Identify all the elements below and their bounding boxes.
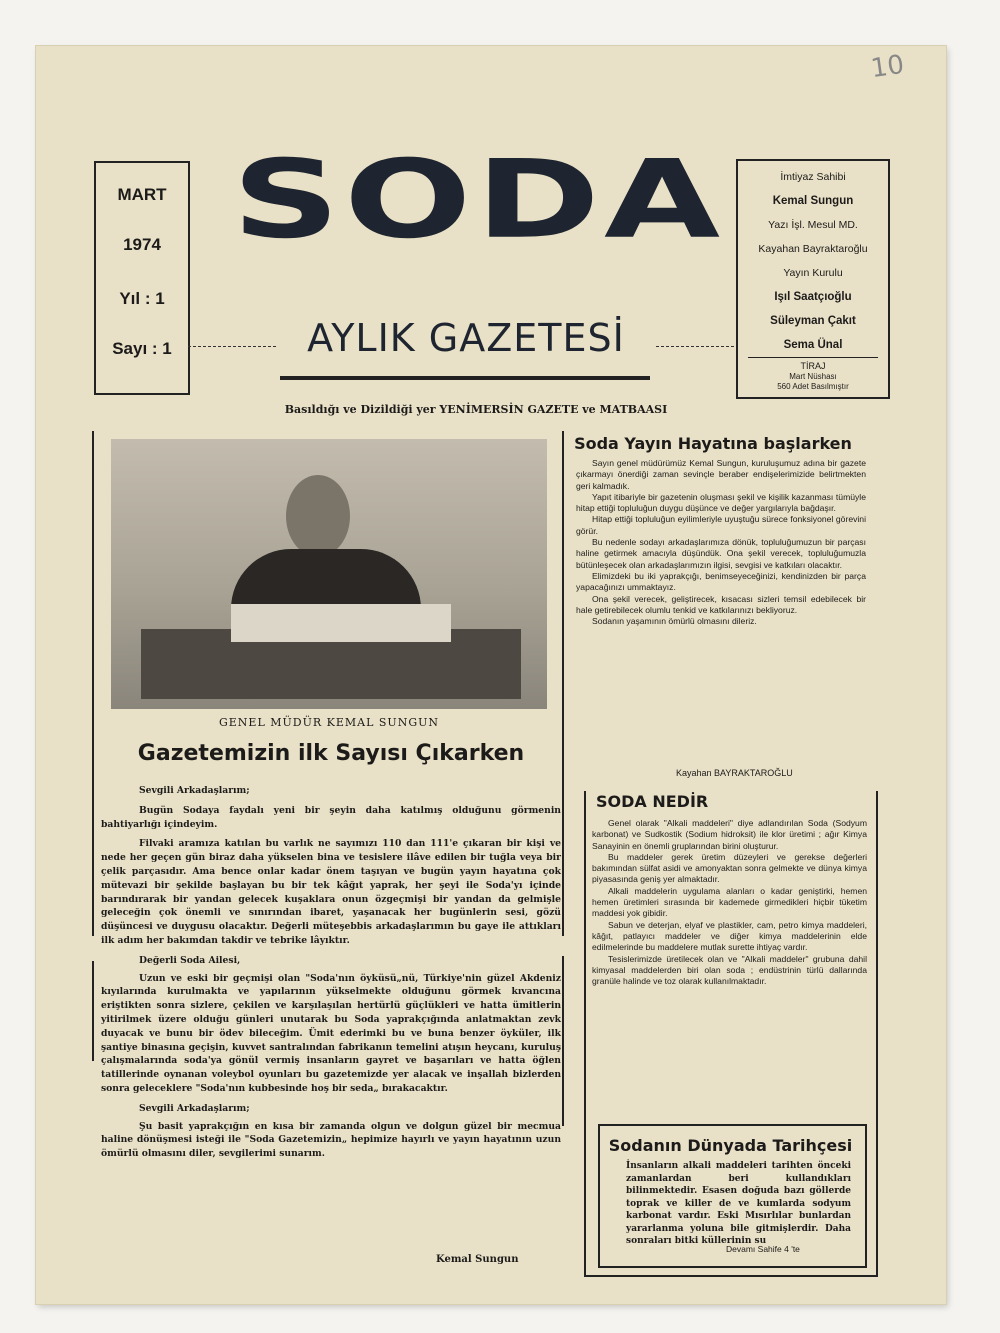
photo-caption: GENEL MÜDÜR KEMAL SUNGUN — [218, 716, 440, 729]
editor-name: Kayahan Bayraktaroğlu — [758, 243, 868, 255]
article1-signature: Kayahan BAYRAKTAROĞLU — [676, 768, 793, 778]
board-member: Süleyman Çakıt — [770, 315, 856, 327]
article1-paragraph: Ona şekil verecek, geliştirecek, kısacası sizleri temsil edebilecek bir hale getirebilecek olumlu tenkid ve katkılarınızı bekliyoruz. — [576, 593, 866, 615]
issue-month: MART — [117, 185, 167, 204]
article1-paragraph: Bu nedenle sodayı arkadaşlarımıza dönük, topluluğumuzun bir parçası haline getirmek amacıyla düşündük. Ona şekil verecek, topluluğumuzla bütünleşecek olan arkadaşlarımızın ilgisi, sevgisi ve katkıları olacaktır. — [576, 537, 866, 570]
article2-paragraph: Alkali maddelerin uygulama alanları o kadar geniştirki, hemen hemen üretimleri sırasında bir kademede girmedikleri hiçbir tüketim maddesi yok gibidir. — [592, 885, 867, 919]
board-title: Yayın Kurulu — [783, 267, 843, 279]
article-paragraph: Filvaki aramıza katılan bu varlık ne sayımızı 110 dan 111'e çıkaran bir kişi ve nede her geçen gün biraz daha yükselen bina ve tesislere ilâve edilen bir tuğla veya bir çelik parçasıdır. Ama bence onlar kadar önem taşıyan ve bugün yayın hayatına çok mütevazi bir şekilde başlayan bu bir tek kâğıt yaprak, her şeyi ile Soda'yı içinde barındırarak bir yandan gelecek kuşaklara onun özgeçmişi bir yandan da gelmişle geleceğin çok önemli ve sınırından ibaret, yaşanacak her bugünlerin sesi, gözü düşüncesi ve duygusu olacaktır. Değerli müteşebbis arkadaşlarımın bu gaye ile attıkları ilk adım her bakımdan takdir ve tebrike lâyıktır. — [101, 838, 561, 946]
newspaper-page — [36, 46, 946, 1304]
circulation-issue: Mart Nüshası — [789, 372, 837, 381]
article1-title: Soda Yayın Hayatına başlarken — [574, 434, 852, 453]
article1-paragraph: Sodanın yaşamının ömürlü olmasını dileriz. — [592, 616, 757, 627]
staff-divider — [748, 357, 878, 358]
owner-name: Kemal Sungun — [772, 195, 854, 207]
article1-paragraph: Yapıt itibariyle bir gazetenin oluşması şekil ve kişilik kazanması tümüyle hitap ettiği topluluğun duygu düşünce ve değer yargılarıyla bağdaşır. — [576, 491, 866, 514]
date-box — [94, 161, 190, 395]
circulation-title: TİRAJ — [800, 361, 826, 371]
article1-paragraph: Elimizdeki bu iki yaprakçığı, benimseyeceğinizi, kendinizden bir parça yapacağınızı ummaktayız. — [576, 570, 866, 593]
article-signature: Kemal Sungun — [436, 1254, 519, 1265]
handwritten-page-number: 10 — [869, 49, 907, 85]
salutation: Sevgili Arkadaşlarım; — [139, 785, 250, 796]
article-paragraph: Uzun ve eski bir geçmişi olan "Soda'nın öyküsü„nü, Türkiye'nin güzel Akdeniz kıyılarında kurulmakta ve yapılarının yükselmekte olduğunu görmek kıvancına eriştikten sonra sizlere, çekilen ve karşılaşılan hertürlü güçlükleri ve hatta ümitlerin yitirilmek üzere olduğu günleri unutarak bu Soda yaprakçığında anlatmaktan zevk duyacak ve bunu bir ödev bileceğim. Ümit ederimki bu ve buna benzer öyküler, ilk şantiye binasına geçişin, kuvvet santralından fabrikanın temelini atışın heycanı, kuruluş çalışmalarında soda'ya gönül vermiş insanların gayret ve başarıları ve hatta öğlen tatillerinde oynanan voleybol oyunları bu gazetemizde yer alacak ve inşallah bizlerden sonra geleceklere "Soda'nın kubbesinde hoş bir seda„ bırakacaktır. — [101, 972, 561, 1094]
article2-paragraph: Bu maddeler gerek üretim düzeyleri ve gerekse değerleri bakımından sülfat asidi ve amonyaktan sonra gelmekte ve dünya kimya piyasasında geniş yer almaktadır. — [592, 851, 867, 885]
imprint-line: Basıldığı ve Dizildiği yer YENİMERSİN GAZETE ve MATBAASI — [284, 403, 668, 416]
center-column-rule — [562, 431, 564, 936]
main-article — [101, 784, 561, 1161]
article2-title: SODA NEDİR — [596, 792, 709, 811]
owner-title: İmtiyaz Sahibi — [780, 171, 846, 183]
article2-paragraph: Genel olarak "Alkali maddeleri" diye adlandırılan Soda (Sodyum karbonat) ve Sudkostik (Sodium hidroksit) ile klor üretimi ; ağır Kimya Sanayinin en önemli gruplarından birini oluşturur. — [592, 818, 867, 851]
article1-paragraph: Sayın genel müdürümüz Kemal Sungun, kuruluşumuz adına bir gazete çıkarmayı önerdiği zaman sevinçle beraber endişelerimizide belirtmekten geri kalmadık. — [576, 458, 866, 491]
article-paragraph: Bugün Sodaya faydalı yeni bir şeyin daha katılmış olduğunu görmenin bahtiyarlığı içindeyim. — [101, 804, 561, 830]
article3-body: İnsanların alkali maddeleri tarihten önceki zamanlardan beri kullandıkları bilinmektedir. Esasen doğuda bazı göllerde toprak ve killer de ve kumlarda sodyum karbonat vardır. Eski Mısırlılar bunlardan yararlanma yoluna bile gitmişlerdir. Daha sonraları bitki küllerinin su — [626, 1161, 851, 1246]
article2-paragraph: Sabun ve deterjan, elyaf ve plastikler, cam, petro kimya maddeleri, kâğıt, patlayıcı maddeler ve diğer kimya maddelerinin elde edilmelerinde bu maddelere mutlak surette ihtiyaç vardır. — [592, 919, 867, 953]
issue-volume: Yıl : 1 — [119, 289, 165, 308]
center-column-rule-lower — [562, 956, 564, 1126]
salutation: Sevgili Arkadaşlarım; — [139, 1102, 250, 1114]
masthead-logo: SODA — [231, 137, 725, 263]
article2-body — [592, 818, 867, 987]
staff-box — [736, 159, 890, 399]
director-photo — [111, 439, 547, 709]
editor-title: Yazı İşl. Mesul MD. — [768, 219, 858, 231]
article3-title: Sodanın Dünyada Tarihçesi — [608, 1136, 853, 1155]
article2-paragraph: Tesislerimizde üretilecek olan ve "Alkali maddeler" grubuna dahil kimyasal maddelerden biri olan soda ; endüstrinin türlü dallarında granüle halinde ve toz olarak kullanılmaktadır. — [592, 953, 867, 987]
board-member: Işıl Saatçıoğlu — [774, 291, 852, 303]
board-member: Sema Ünal — [783, 339, 843, 351]
left-column-rule — [92, 431, 94, 936]
article1-body — [576, 458, 866, 627]
photo-desk-papers — [231, 604, 451, 642]
article1-paragraph: Hitap ettiği topluluğun eyilimleriyle uyuştuğu sürece fonksiyonel görevini görür. — [576, 514, 866, 536]
circulation-count: 560 Adet Basılmıştır — [777, 382, 849, 391]
salutation: Değerli Soda Ailesi, — [139, 954, 241, 966]
masthead-subtitle: AYLIK GAZETESİ — [307, 316, 625, 360]
article3-continued: Devamı Sahife 4 'te — [726, 1244, 800, 1254]
photo-figure-head — [286, 475, 350, 557]
issue-number: Sayı : 1 — [112, 339, 172, 358]
main-headline: Gazetemizin ilk Sayısı Çıkarken — [137, 741, 525, 766]
left-column-rule-lower — [92, 961, 94, 1061]
issue-year: 1974 — [123, 235, 161, 254]
subtitle-underline — [280, 376, 650, 380]
article-paragraph: Şu basit yaprakçığın en kısa bir zamanda olgun ve dolgun güzel bir mecmua haline dönüşmesi isteği ile "Soda Gazetemizin„ hepimize hayırlı ve yayın hayatının uzun ömürlü olmasını diler, sevgilerimi sunarım. — [101, 1120, 561, 1160]
